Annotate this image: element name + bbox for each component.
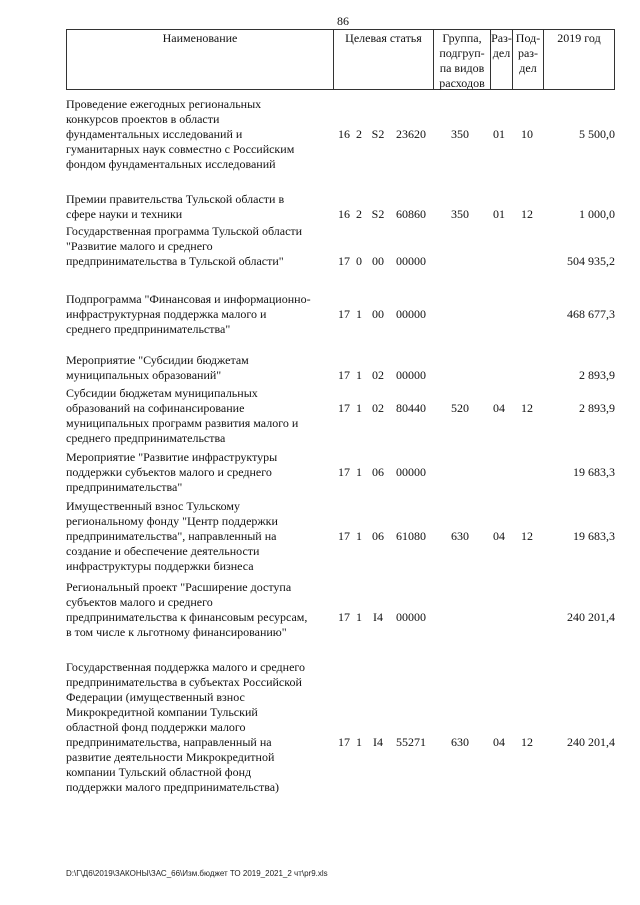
code-program: 17 xyxy=(338,401,350,415)
row-name-line: Субсидии бюджетам муниципальных xyxy=(66,386,258,400)
row-name xyxy=(66,224,334,269)
expense-group: 630 xyxy=(451,529,469,543)
row-name xyxy=(66,192,334,222)
code-subprogram: 1 xyxy=(356,401,362,415)
row-name-line: Имущественный взнос Тульскому xyxy=(66,499,240,513)
code-direction: 06 xyxy=(372,529,384,543)
code-subprogram: 1 xyxy=(356,529,362,543)
header-subsection xyxy=(512,29,543,90)
header-year xyxy=(543,29,615,90)
amount-2019: 240 201,4 xyxy=(567,735,615,749)
row-name xyxy=(66,292,334,337)
header-name-label: Наименование xyxy=(162,31,238,45)
expense-group: 520 xyxy=(451,401,469,415)
row-name-line: областной фонд поддержки малого xyxy=(66,720,246,734)
header-section-line: Раз- xyxy=(491,31,512,45)
code-program: 17 xyxy=(338,368,350,382)
code-article: 00000 xyxy=(396,368,426,382)
amount-2019: 2 893,9 xyxy=(579,401,615,415)
code-direction: S2 xyxy=(371,127,385,141)
subsection-code: 12 xyxy=(521,401,533,415)
section-code: 04 xyxy=(493,529,505,543)
row-name-line: Мероприятие "Развитие инфраструктуры xyxy=(66,450,278,464)
row-name-line: среднего предпринимательства xyxy=(66,431,226,445)
code-article: 60860 xyxy=(396,207,426,221)
header-group-line: па видов xyxy=(439,61,485,75)
row-name-line: образований на софинансирование xyxy=(66,401,245,415)
code-subprogram: 1 xyxy=(356,610,362,624)
code-article: 55271 xyxy=(396,735,426,749)
row-name-line: Государственная программа Тульской области xyxy=(66,224,303,238)
row-name-line: Подпрограмма "Финансовая и информационно- xyxy=(66,292,311,306)
code-subprogram: 1 xyxy=(356,307,362,321)
subsection-code: 12 xyxy=(521,529,533,543)
row-name-line: среднего предпринимательства" xyxy=(66,322,231,336)
code-program: 17 xyxy=(338,465,350,479)
header-target-label: Целевая статья xyxy=(345,31,422,45)
header-group-line: подгруп- xyxy=(439,46,485,60)
row-name-line: инфраструктуры поддержки бизнеса xyxy=(66,559,254,573)
code-program: 16 xyxy=(338,207,350,221)
subsection-code: 12 xyxy=(521,735,533,749)
code-program: 17 xyxy=(338,254,350,268)
row-name-line: предпринимательства, направленный на xyxy=(66,735,272,749)
code-article: 23620 xyxy=(396,127,426,141)
row-name-line: предпринимательства в Тульской области" xyxy=(66,254,284,268)
header-subsection-line: дел xyxy=(519,61,537,75)
code-direction: 02 xyxy=(372,368,384,382)
header-section-line: дел xyxy=(492,46,511,60)
row-name-line: гуманитарных наук совместно с Российским xyxy=(66,142,295,156)
header-name xyxy=(66,29,333,90)
code-article: 80440 xyxy=(396,401,426,415)
code-direction: I4 xyxy=(373,735,383,749)
page-number: 86 xyxy=(337,14,349,28)
amount-2019: 1 000,0 xyxy=(579,207,615,221)
code-subprogram: 1 xyxy=(356,368,362,382)
header-group-line: расходов xyxy=(439,76,485,90)
code-subprogram: 2 xyxy=(356,207,362,221)
row-name-line: развитие деятельности Микрокредитной xyxy=(66,750,275,764)
row-name-line: муниципальных образований" xyxy=(66,368,222,382)
code-program: 17 xyxy=(338,307,350,321)
row-name-line: конкурсов проектов в области xyxy=(66,112,220,126)
amount-2019: 19 683,3 xyxy=(573,529,615,543)
code-program: 17 xyxy=(338,610,350,624)
row-name xyxy=(66,450,334,495)
file-path-footer: D:\Г\Д6\2019\ЗАКОНЫ\ЗАС_66\Изм.бюджет ТО 2019_2021_2 чт\pr9.xls xyxy=(66,869,328,878)
row-name-line: фундаментальных исследований и xyxy=(66,127,243,141)
row-name-line: фондом фундаментальных исследований xyxy=(66,157,276,171)
row-name-line: субъектов малого и среднего xyxy=(66,595,213,609)
expense-group: 350 xyxy=(451,207,469,221)
code-program: 17 xyxy=(338,735,350,749)
row-name-line: Микрокредитной компании Тульский xyxy=(66,705,258,719)
subsection-code: 12 xyxy=(521,207,533,221)
header-subsection-line: Под- xyxy=(515,31,541,45)
header-subsection-line: раз- xyxy=(517,46,539,60)
header-group-line: Группа, xyxy=(442,31,482,45)
header-year-label: 2019 год xyxy=(557,31,601,45)
code-direction: 02 xyxy=(372,401,384,415)
header-target-article xyxy=(333,29,433,90)
row-name xyxy=(66,386,334,446)
section-code: 04 xyxy=(493,401,505,415)
code-program: 17 xyxy=(338,529,350,543)
row-name-line: инфраструктурная поддержка малого и xyxy=(66,307,267,321)
row-name-line: компании Тульский областной фонд xyxy=(66,765,252,779)
amount-2019: 5 500,0 xyxy=(579,127,615,141)
row-name-line: Проведение ежегодных региональных xyxy=(66,97,262,111)
section-code: 04 xyxy=(493,735,505,749)
row-name-line: Премии правительства Тульской области в xyxy=(66,192,285,206)
amount-2019: 2 893,9 xyxy=(579,368,615,382)
row-name-line: предпринимательства в субъектах Российской xyxy=(66,675,302,689)
row-name-line: предпринимательства", направленный на xyxy=(66,529,277,543)
row-name-line: "Развитие малого и среднего xyxy=(66,239,213,253)
row-name xyxy=(66,660,334,795)
section-code: 01 xyxy=(493,127,505,141)
row-name-line: предпринимательства к финансовым ресурсам, xyxy=(66,610,308,624)
row-name-line: в том числе к льготному финансированию" xyxy=(66,625,287,639)
subsection-code: 10 xyxy=(521,127,533,141)
amount-2019: 504 935,2 xyxy=(567,254,615,268)
code-article: 00000 xyxy=(396,465,426,479)
code-subprogram: 0 xyxy=(356,254,362,268)
expense-group: 630 xyxy=(451,735,469,749)
row-name-line: предпринимательства" xyxy=(66,480,183,494)
section-code: 01 xyxy=(493,207,505,221)
row-name-line: создание и обеспечение деятельности xyxy=(66,544,260,558)
header-expense-group xyxy=(433,29,490,90)
code-subprogram: 2 xyxy=(356,127,362,141)
code-article: 61080 xyxy=(396,529,426,543)
header-section xyxy=(490,29,512,90)
code-article: 00000 xyxy=(396,307,426,321)
code-program: 16 xyxy=(338,127,350,141)
row-name-line: Государственная поддержка малого и среднего xyxy=(66,660,306,674)
amount-2019: 468 677,3 xyxy=(567,307,615,321)
code-direction: 00 xyxy=(372,254,384,268)
row-name-line: муниципальных программ развития малого и xyxy=(66,416,299,430)
code-direction: 00 xyxy=(372,307,384,321)
row-name-line: Региональный проект "Расширение доступа xyxy=(66,580,292,594)
code-subprogram: 1 xyxy=(356,465,362,479)
amount-2019: 240 201,4 xyxy=(567,610,615,624)
code-direction: S2 xyxy=(371,207,385,221)
row-name xyxy=(66,353,334,383)
row-name xyxy=(66,97,334,172)
row-name-line: Федерации (имущественный взнос xyxy=(66,690,245,704)
code-direction: I4 xyxy=(373,610,383,624)
row-name xyxy=(66,499,334,574)
amount-2019: 19 683,3 xyxy=(573,465,615,479)
row-name-line: сфере науки и техники xyxy=(66,207,183,221)
row-name-line: поддержки малого предпринимательства) xyxy=(66,780,280,794)
expense-group: 350 xyxy=(451,127,469,141)
row-name-line: региональному фонду "Центр поддержки xyxy=(66,514,278,528)
row-name-line: Мероприятие "Субсидии бюджетам xyxy=(66,353,249,367)
row-name xyxy=(66,580,334,640)
code-subprogram: 1 xyxy=(356,735,362,749)
row-name-line: поддержки субъектов малого и среднего xyxy=(66,465,272,479)
code-direction: 06 xyxy=(372,465,384,479)
code-article: 00000 xyxy=(396,610,426,624)
code-article: 00000 xyxy=(396,254,426,268)
